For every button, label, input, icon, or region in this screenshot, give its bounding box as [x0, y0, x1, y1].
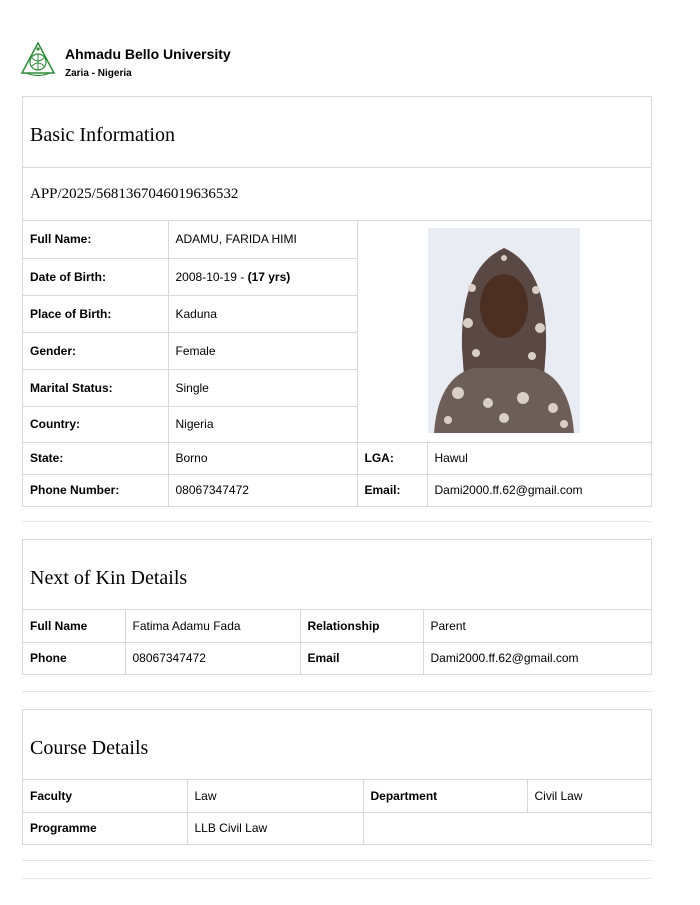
section-divider — [22, 691, 652, 692]
state-value: Borno — [168, 442, 357, 474]
basic-information-title: Basic Information — [23, 97, 651, 168]
country-label: Country: — [23, 406, 168, 442]
kin-relationship-value: Parent — [423, 610, 651, 642]
gender-label: Gender: — [23, 332, 168, 369]
photo-cell — [357, 221, 651, 442]
programme-value: LLB Civil Law — [187, 812, 363, 844]
next-of-kin-title: Next of Kin Details — [23, 540, 651, 610]
university-location: Zaria - Nigeria — [65, 68, 132, 79]
programme-label: Programme — [23, 812, 187, 844]
kin-email-value: Dami2000.ff.62@gmail.com — [423, 642, 651, 674]
kin-full-name-value: Fatima Adamu Fada — [125, 610, 300, 642]
phone-number-label: Phone Number: — [23, 474, 168, 506]
university-logo — [20, 42, 56, 78]
course-details-table — [23, 780, 651, 844]
lga-value: Hawul — [427, 442, 651, 474]
lga-label: LGA: — [357, 442, 427, 474]
email-label: Email: — [357, 474, 427, 506]
dob-label: Date of Birth: — [23, 258, 168, 295]
age-value: (17 yrs) — [247, 269, 291, 284]
full-name-value: ADAMU, FARIDA HIMI — [168, 221, 357, 258]
marital-status-value: Single — [168, 369, 357, 406]
state-label: State: — [23, 442, 168, 474]
applicant-photo — [428, 228, 580, 433]
marital-status-label: Marital Status: — [23, 369, 168, 406]
university-name: Ahmadu Bello University — [65, 46, 231, 62]
basic-information-card — [22, 96, 652, 507]
page-header — [20, 40, 420, 82]
dob-value — [168, 258, 357, 295]
kin-relationship-label: Relationship — [300, 610, 423, 642]
department-label: Department — [363, 780, 527, 812]
email-value: Dami2000.ff.62@gmail.com — [427, 474, 651, 506]
phone-number-value: 08067347472 — [168, 474, 357, 506]
dob-separator: - — [236, 269, 248, 284]
basic-info-table — [23, 221, 651, 506]
section-divider — [22, 860, 652, 861]
pob-value: Kaduna — [168, 295, 357, 332]
full-name-label: Full Name: — [23, 221, 168, 258]
next-of-kin-table — [23, 610, 651, 674]
kin-full-name-label: Full Name — [23, 610, 125, 642]
country-value: Nigeria — [168, 406, 357, 442]
faculty-value: Law — [187, 780, 363, 812]
pob-label: Place of Birth: — [23, 295, 168, 332]
next-of-kin-card — [22, 539, 652, 675]
dob-date: 2008-10-19 — [175, 269, 237, 284]
section-divider — [22, 521, 652, 522]
empty-cell — [363, 812, 651, 844]
kin-email-label: Email — [300, 642, 423, 674]
kin-phone-value: 08067347472 — [125, 642, 300, 674]
section-divider — [22, 878, 652, 879]
kin-phone-label: Phone — [23, 642, 125, 674]
course-details-title: Course Details — [23, 710, 651, 780]
application-number: APP/2025/5681367046019636532 — [23, 168, 651, 221]
gender-value: Female — [168, 332, 357, 369]
department-value: Civil Law — [527, 780, 651, 812]
faculty-label: Faculty — [23, 780, 187, 812]
course-details-card — [22, 709, 652, 845]
